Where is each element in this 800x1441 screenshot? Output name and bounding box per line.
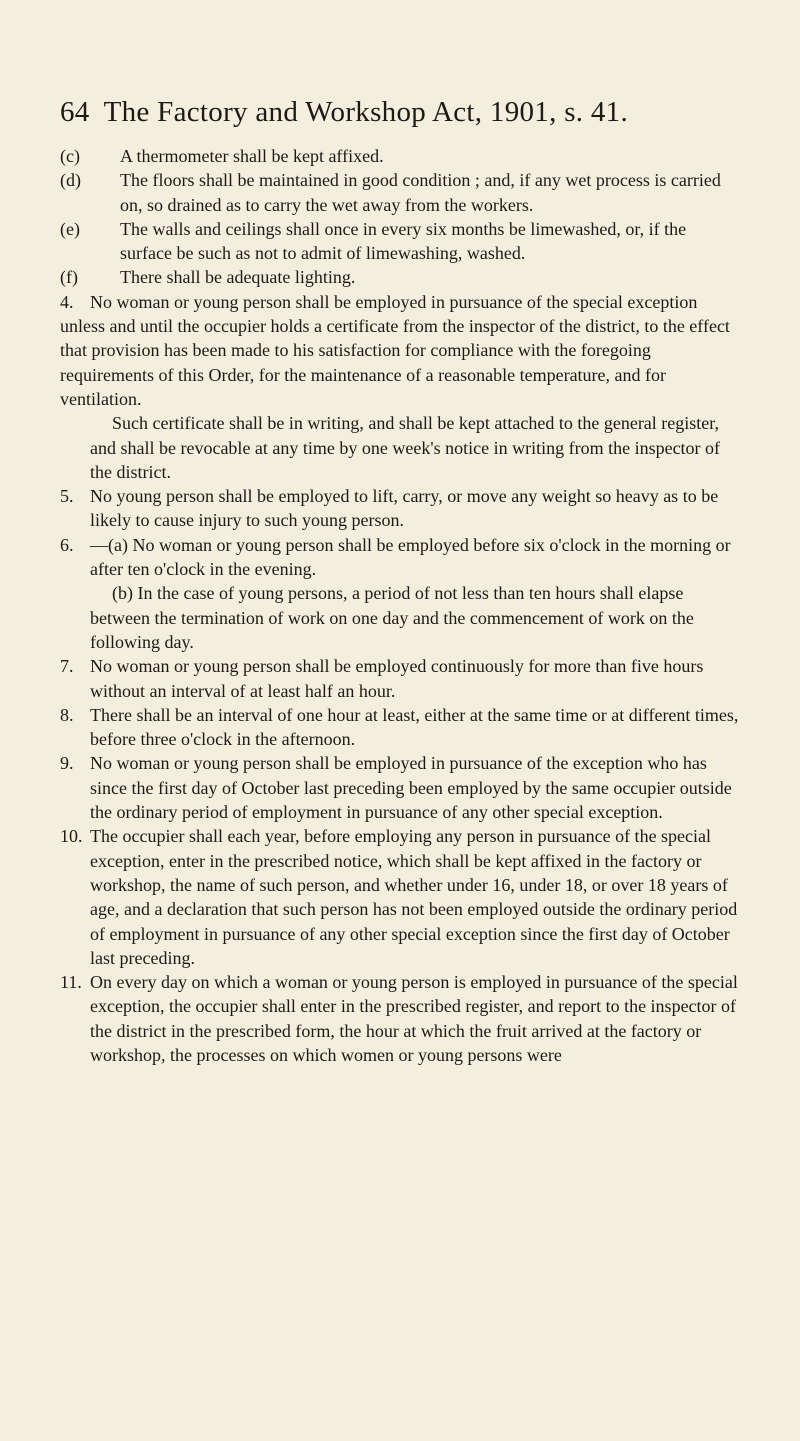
clause-f [60,265,740,289]
clause-text: The walls and ceilings shall once in every six months be limewashed, or, if the surface be such as not to admit of limewashing, washed. [120,218,687,264]
clause-text: No woman or young person shall be employed in pursuance of the special exception unless and until the occupier holds a certificate from the inspector of the district, to the effect that provision has been made to his satisfaction for compliance with the foregoing requirements of this Order, for the maintenance of a reasonable temperature, and for ventilation. [60,291,730,409]
clause-label: (c) [60,146,80,166]
clause-d [60,168,740,217]
clause-text: The occupier shall each year, before employing any person in pursuance of the special exception, enter in the prescribed notice, which shall be kept affixed in the factory or workshop, the name of such person, and whether under 16, under 18, or over 18 years of age, and a declaration that such person has not been employed outside the ordinary period of employment in pursuance of any other special exception since the first day of October last preceding. [90,826,738,968]
clause-text: There shall be adequate lighting. [120,267,356,288]
clause-label: 8. [60,704,74,725]
clause-7 [60,654,740,703]
clause-6b [60,581,740,654]
clause-text: No young person shall be employed to lift, carry, or move any weight so heavy as to be likely to cause injury to such young person. [90,486,719,531]
clause-text: No woman or young person shall be employed in pursuance of the exception who has since the first day of October last preceding been employed by the same occupier outside the ordinary period of employment in pursuance of any other special exception. [90,753,732,823]
clause-e [60,217,740,266]
clause-text: —(a) No woman or young person shall be employed before six o'clock in the morning or after ten o'clock in the evening. [90,534,731,580]
clause-label: (f) [60,267,78,288]
clause-8 [60,703,740,752]
running-title: The Factory and Workshop Act, 1901, s. 41. [103,96,629,128]
clause-4 [60,290,740,484]
clause-text: A thermometer shall be kept affixed. [120,146,384,166]
clause-text: On every day on which a woman or young person is employed in pursuance of the special exception, the occupier shall enter in the prescribed register, and report to the inspector of the district in the prescribed form, the hour at which the fruit arrived at the factory or workshop, the processes on which women or young persons were [90,972,738,1065]
clause-c [60,144,740,168]
clause-text: No woman or young person shall be employed continuously for more than five hours without an interval of at least half an hour. [90,656,704,701]
clause-6a [60,533,740,582]
page-number: 64 [60,96,90,128]
clause-label: (b) [112,583,133,604]
clause-label: 7. [60,656,74,677]
clause-label: 4. [60,291,74,312]
clause-label: (d) [60,170,81,191]
clause-label: 9. [60,753,74,774]
body-text [60,144,740,1067]
clause-label: 10. [60,826,83,847]
clause-text: The floors shall be maintained in good condition ; and, if any wet process is carried on, so drained as to carry the wet away from the workers. [120,170,721,215]
clause-text: In the case of young persons, a period of not less than ten hours shall elapse between the termination of work on one day and the commencement of work on the following day. [90,583,694,652]
running-header [60,96,628,129]
clause-text: There shall be an interval of one hour at least, either at the same time or at different times, before three o'clock in the afternoon. [90,704,739,750]
clause-11 [60,970,740,1067]
clause-label: (e) [60,218,80,239]
clause-label: 6. [60,534,74,555]
clause-text-continued: Such certificate shall be in writing, and shall be kept attached to the general register, and shall be revocable at any time by one week's notice in writing from the inspector of the district. [90,413,721,482]
clause-label: 11. [60,972,82,993]
clause-10 [60,824,740,970]
clause-label: 5. [60,486,74,507]
clause-5 [60,484,740,533]
clause-9 [60,751,740,824]
